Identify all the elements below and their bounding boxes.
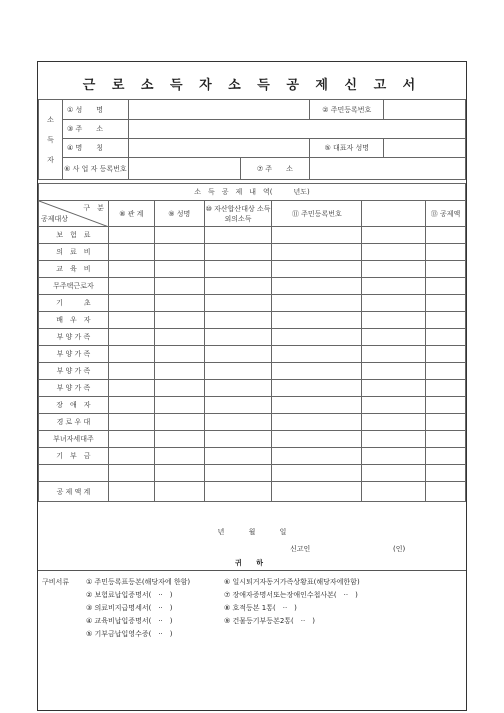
row-label: 기 부 금 [39, 448, 109, 465]
deduction-cell[interactable] [154, 312, 204, 329]
deduction-cell[interactable] [362, 363, 426, 380]
deduction-cell[interactable] [204, 414, 272, 431]
documents-label: 구비서류 [42, 578, 70, 586]
deduction-cell[interactable] [272, 414, 362, 431]
deduction-cell[interactable] [362, 261, 426, 278]
deduction-cell[interactable] [108, 431, 154, 448]
deduction-cell[interactable] [108, 261, 154, 278]
deduction-cell[interactable] [108, 295, 154, 312]
document-item: ③ 의료비지급명세서( ·· ) [86, 604, 173, 612]
row-label: 부 양 가 족 [39, 346, 109, 363]
deduction-cell[interactable] [154, 295, 204, 312]
table-row [39, 244, 466, 261]
deduction-cell[interactable] [272, 465, 362, 482]
deduction-cell[interactable] [108, 312, 154, 329]
document-item: ② 보험료납입증명서( ·· ) [86, 591, 173, 599]
deduction-cell[interactable] [154, 448, 204, 465]
deduction-cell[interactable] [362, 244, 426, 261]
deduction-cell[interactable] [204, 312, 272, 329]
deduction-cell[interactable] [272, 380, 362, 397]
row-label: 부녀자세대주 [39, 431, 109, 448]
table-row [39, 346, 466, 363]
row-label: 배 우 자 [39, 312, 109, 329]
addressee: 귀 하 [235, 559, 269, 567]
deduction-cell[interactable] [362, 329, 426, 346]
deduction-cell[interactable] [426, 295, 466, 312]
resident-no-label: ② 주민등록번호 [310, 100, 384, 120]
row-label [39, 465, 109, 482]
form-frame [37, 61, 467, 711]
amount-header: ⑬ 공제액 [426, 201, 466, 227]
deduction-cell[interactable] [204, 431, 272, 448]
deduction-cell[interactable] [108, 227, 154, 244]
row-label: 교 육 비 [39, 261, 109, 278]
form-title: 근 로 소 득 자 소 득 공 제 신 고 서 [82, 78, 422, 93]
seal-label: (인) [393, 545, 406, 553]
relation-header: ⑧ 관 계 [108, 201, 154, 227]
deduction-cell[interactable] [154, 227, 204, 244]
deduction-cell[interactable] [108, 329, 154, 346]
deduction-cell[interactable] [362, 414, 426, 431]
deduction-cell[interactable] [108, 414, 154, 431]
deduction-cell[interactable] [272, 244, 362, 261]
deduction-cell[interactable] [426, 431, 466, 448]
document-row [42, 615, 360, 628]
company-label: ④ 명 칭 [62, 139, 128, 158]
category-header-top: 구 분 [83, 204, 104, 212]
deduction-cell[interactable] [362, 278, 426, 295]
table-row [39, 465, 466, 482]
biz-reg-label: ⑥ 사 업 자 등록번호 [62, 158, 128, 180]
deduction-cell[interactable] [204, 261, 272, 278]
deduction-cell[interactable] [426, 380, 466, 397]
deduction-cell[interactable] [154, 346, 204, 363]
name-field[interactable] [128, 100, 310, 120]
deduction-title: 소 득 공 제 내 역( 년도) [39, 184, 466, 201]
name-header: ⑨ 성명 [154, 201, 204, 227]
deduction-cell[interactable] [204, 363, 272, 380]
document-item: ⑧ 호적등본 1통( ·· ) [224, 604, 297, 612]
earner-side-label: 소 득 자 [39, 100, 63, 180]
deduction-cell[interactable] [272, 295, 362, 312]
deduction-cell[interactable] [426, 312, 466, 329]
row-label: 부 양 가 족 [39, 363, 109, 380]
table-row [39, 227, 466, 244]
company-field[interactable] [128, 139, 310, 158]
table-row [39, 414, 466, 431]
deduction-cell[interactable] [272, 261, 362, 278]
resident-header: ⑪ 주민등록번호 [272, 201, 362, 227]
table-row [39, 329, 466, 346]
document-item: ④ 교육비납입증명서( ·· ) [86, 617, 173, 625]
deduction-cell[interactable] [362, 431, 426, 448]
total-cell[interactable] [204, 482, 272, 502]
deduction-cell[interactable] [426, 414, 466, 431]
table-row [39, 448, 466, 465]
deduction-cell[interactable] [362, 312, 426, 329]
deduction-cell[interactable] [362, 346, 426, 363]
document-row [42, 628, 360, 641]
document-item: ⑦ 장애자증명서또는장애인수첩사본( ·· ) [224, 591, 358, 599]
deduction-cell[interactable] [154, 397, 204, 414]
deduction-cell[interactable] [272, 363, 362, 380]
deduction-cell[interactable] [204, 227, 272, 244]
deduction-cell[interactable] [362, 448, 426, 465]
deduction-cell[interactable] [426, 244, 466, 261]
ceo-label: ⑤ 대표자 성명 [310, 139, 384, 158]
deduction-cell[interactable] [426, 329, 466, 346]
deduction-cell[interactable] [362, 397, 426, 414]
blank-header [362, 201, 426, 227]
biz-addr-field[interactable] [310, 158, 466, 180]
deduction-cell[interactable] [204, 380, 272, 397]
earner-table [38, 99, 466, 180]
deduction-cell[interactable] [426, 363, 466, 380]
deduction-cell[interactable] [204, 448, 272, 465]
deduction-cell[interactable] [154, 414, 204, 431]
biz-reg-field[interactable] [128, 158, 240, 180]
table-row [39, 278, 466, 295]
table-row [39, 431, 466, 448]
deduction-cell[interactable] [204, 278, 272, 295]
row-label: 장 애 자 [39, 397, 109, 414]
asset-header: ⑩ 자산합산대상 소득외의소득 [204, 201, 272, 227]
total-cell[interactable] [362, 482, 426, 502]
deduction-cell[interactable] [362, 465, 426, 482]
deduction-cell[interactable] [108, 448, 154, 465]
deduction-cell[interactable] [154, 465, 204, 482]
address-field[interactable] [128, 120, 465, 139]
table-row [39, 312, 466, 329]
table-row [39, 397, 466, 414]
deduction-cell[interactable] [204, 329, 272, 346]
deduction-cell[interactable] [272, 448, 362, 465]
category-header-bottom: 공제대상 [41, 215, 69, 223]
row-label: 부 양 가 족 [39, 329, 109, 346]
deduction-cell[interactable] [154, 431, 204, 448]
table-row [39, 380, 466, 397]
total-cell[interactable] [154, 482, 204, 502]
total-cell[interactable] [426, 482, 466, 502]
deduction-cell[interactable] [204, 244, 272, 261]
total-label: 공 제 액 계 [39, 482, 109, 502]
deduction-cell[interactable] [108, 465, 154, 482]
deduction-cell[interactable] [362, 380, 426, 397]
document-row [42, 576, 360, 589]
document-row [42, 602, 360, 615]
deduction-cell[interactable] [204, 346, 272, 363]
deduction-cell[interactable] [362, 295, 426, 312]
deduction-cell[interactable] [204, 465, 272, 482]
row-label: 의 료 비 [39, 244, 109, 261]
deduction-cell[interactable] [154, 380, 204, 397]
table-row [39, 363, 466, 380]
deduction-cell[interactable] [272, 397, 362, 414]
category-header [39, 201, 109, 227]
deduction-cell[interactable] [108, 363, 154, 380]
deduction-cell[interactable] [426, 346, 466, 363]
row-label: 경 로 우 대 [39, 414, 109, 431]
row-label: 부 양 가 족 [39, 380, 109, 397]
deduction-cell[interactable] [154, 363, 204, 380]
divider [38, 570, 466, 571]
deduction-cell[interactable] [272, 278, 362, 295]
deduction-cell[interactable] [204, 295, 272, 312]
deduction-cell[interactable] [426, 227, 466, 244]
deduction-cell[interactable] [108, 397, 154, 414]
table-row [39, 295, 466, 312]
document-item: ⑥ 일시퇴거자동거가족상황표(해당자에한함) [224, 578, 360, 586]
row-label: 보 험 료 [39, 227, 109, 244]
deduction-cell[interactable] [108, 346, 154, 363]
deduction-cell[interactable] [362, 227, 426, 244]
deduction-cell[interactable] [272, 431, 362, 448]
document-item: ① 주민등록표등본(해당자에 한함) [86, 578, 191, 586]
deduction-cell[interactable] [426, 448, 466, 465]
address-label: ③ 주 소 [62, 120, 128, 139]
total-cell[interactable] [108, 482, 154, 502]
deduction-cell[interactable] [154, 329, 204, 346]
biz-addr-label: ⑦ 주 소 [240, 158, 310, 180]
deduction-cell[interactable] [426, 261, 466, 278]
document-row [42, 589, 360, 602]
deduction-cell[interactable] [426, 465, 466, 482]
document-item: ⑤ 기부금납입영수증( ·· ) [86, 630, 173, 638]
deduction-cell[interactable] [154, 261, 204, 278]
resident-no-field[interactable] [384, 100, 466, 120]
deduction-cell[interactable] [108, 380, 154, 397]
ceo-field[interactable] [384, 139, 466, 158]
signer-label: 신고인 [290, 545, 311, 553]
deduction-cell[interactable] [108, 244, 154, 261]
deduction-cell[interactable] [426, 397, 466, 414]
row-label: 무주택근로자 [39, 278, 109, 295]
deduction-cell[interactable] [108, 278, 154, 295]
total-cell[interactable] [272, 482, 362, 502]
table-row [39, 261, 466, 278]
deduction-cell[interactable] [272, 346, 362, 363]
deduction-cell[interactable] [272, 312, 362, 329]
deduction-cell[interactable] [426, 278, 466, 295]
deduction-table [38, 183, 466, 502]
date-line: 년 월 일 [217, 528, 287, 536]
row-label: 기 초 [39, 295, 109, 312]
deduction-cell[interactable] [272, 227, 362, 244]
deduction-cell[interactable] [272, 329, 362, 346]
deduction-cell[interactable] [154, 278, 204, 295]
deduction-cell[interactable] [204, 397, 272, 414]
document-item: ⑨ 건물등기부등본2통( ·· ) [224, 617, 315, 625]
deduction-cell[interactable] [154, 244, 204, 261]
name-label: ① 성 명 [62, 100, 128, 120]
documents-list [42, 576, 360, 641]
